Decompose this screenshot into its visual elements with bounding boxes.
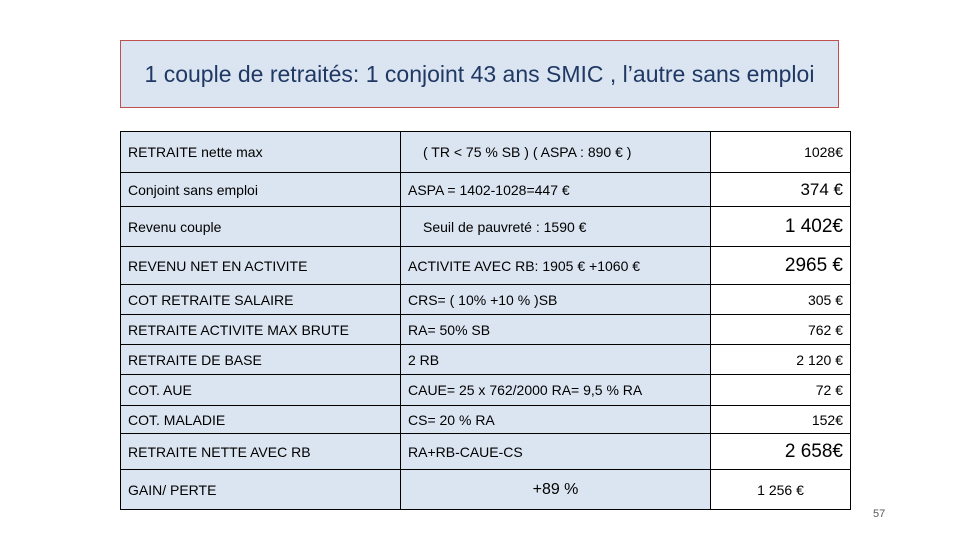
row-label: REVENU NET EN ACTIVITE <box>121 247 401 285</box>
table-row <box>121 207 851 247</box>
table-row <box>121 285 851 315</box>
row-value: 2 120 € <box>711 345 851 375</box>
row-value: 305 € <box>711 285 851 315</box>
table-row <box>121 434 851 470</box>
row-value: 152€ <box>711 406 851 434</box>
row-value: 374 € <box>711 173 851 207</box>
row-label: RETRAITE NETTE AVEC RB <box>121 434 401 470</box>
row-label: RETRAITE DE BASE <box>121 345 401 375</box>
table-row <box>121 132 851 173</box>
row-label: COT. AUE <box>121 375 401 406</box>
row-formula: ACTIVITE AVEC RB: 1905 € +1060 € <box>401 247 711 285</box>
table-row <box>121 315 851 345</box>
slide-title <box>120 40 839 108</box>
row-value: 2965 € <box>711 247 851 285</box>
table-row <box>121 247 851 285</box>
row-value: 762 € <box>711 315 851 345</box>
table-row <box>121 470 851 510</box>
row-label: RETRAITE ACTIVITE MAX BRUTE <box>121 315 401 345</box>
row-value: 1028€ <box>711 132 851 173</box>
row-value: 1 256 € <box>711 470 851 510</box>
row-formula: CRS= ( 10% +10 % )SB <box>401 285 711 315</box>
row-formula: CAUE= 25 x 762/2000 RA= 9,5 % RA <box>401 375 711 406</box>
row-formula: RA+RB-CAUE-CS <box>401 434 711 470</box>
table-row <box>121 345 851 375</box>
row-value: 72 € <box>711 375 851 406</box>
row-formula: ( TR < 75 % SB ) ( ASPA : 890 € ) <box>401 132 711 173</box>
row-label: RETRAITE nette max <box>121 132 401 173</box>
page-number: 57 <box>873 508 886 520</box>
row-formula: CS= 20 % RA <box>401 406 711 434</box>
row-value: 1 402€ <box>711 207 851 247</box>
slide-title-text: 1 couple de retraités: 1 conjoint 43 ans SMIC , l’autre sans emploi <box>144 60 815 87</box>
row-formula: Seuil de pauvreté : 1590 € <box>401 207 711 247</box>
row-label: GAIN/ PERTE <box>121 470 401 510</box>
table-row <box>121 406 851 434</box>
row-label: Conjoint sans emploi <box>121 173 401 207</box>
table-row <box>121 375 851 406</box>
row-formula: ASPA = 1402-1028=447 € <box>401 173 711 207</box>
row-formula: 2 RB <box>401 345 711 375</box>
row-label: COT RETRAITE SALAIRE <box>121 285 401 315</box>
row-label: Revenu couple <box>121 207 401 247</box>
row-label: COT. MALADIE <box>121 406 401 434</box>
table-row <box>121 173 851 207</box>
row-formula: RA= 50% SB <box>401 315 711 345</box>
row-value: 2 658€ <box>711 434 851 470</box>
data-table <box>120 131 851 510</box>
row-formula: +89 % <box>401 470 711 510</box>
